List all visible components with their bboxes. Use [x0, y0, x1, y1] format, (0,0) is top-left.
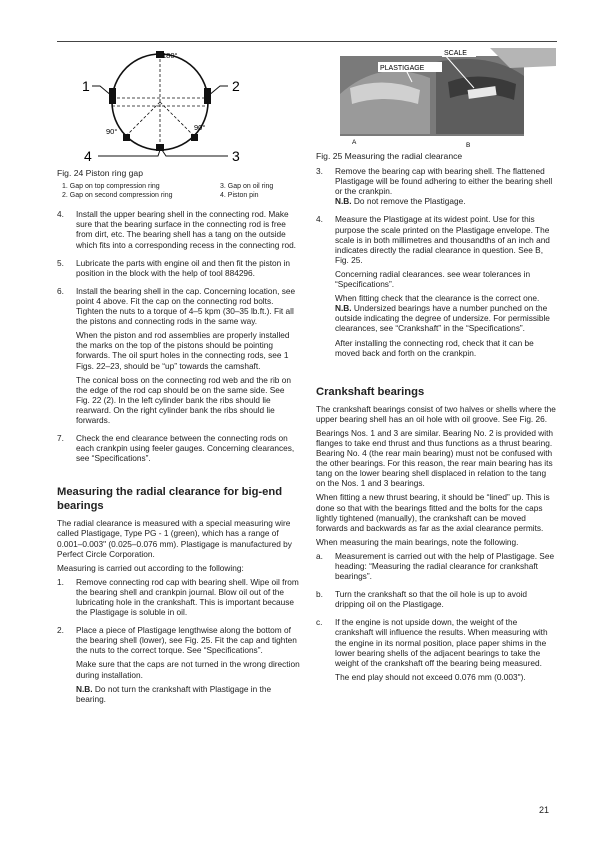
paragraph: The radial clearance is measured with a special measuring wire called Plastigage, Type PG - 1 (green), which has a range of 0.001–0.003" (0.025–0.076 mm). Plastigage is manufactured by Perfect Circle Corporation. [57, 518, 292, 559]
nb-label: N.B. [76, 683, 93, 694]
step-text: Make sure that the caps are not turned in the wrong direction during installation. [76, 659, 300, 680]
page-number: 21 [539, 805, 550, 815]
step-text: Install the bearing shell in the cap. Concerning location, see point 4 above. Fit the cap on the connecting rod bolts. Tighten the nuts to a torque of 4–5 kpm (30–35 lb.ft.). Fit all the pistons and connecting rods in the same way. [76, 285, 296, 327]
label-180-degrees: 180° [162, 51, 178, 60]
label-b: B [466, 142, 471, 148]
step-text: Check the end clearance between the connecting rods on each crankpin using feeler gauges. Concerning clearances, see “Specifications”. [76, 433, 295, 464]
legend-item: 4. Piston pin [220, 191, 259, 199]
label-90-degrees-right: 90° [194, 123, 206, 132]
measure-step-2 [57, 625, 300, 708]
step-text: Place a piece of Plastigage lengthwise along the bottom of the bearing shell (lower), see Fig. 25. Fit the cap and tighten the nuts to the correct torque. See “Specifications”. [76, 625, 297, 656]
paragraph: When measuring the main bearings, note the following. [316, 536, 519, 547]
step-7 [57, 433, 300, 467]
fig24-legend [57, 183, 300, 200]
legend-item: 1. Gap on top compression ring [62, 183, 160, 191]
section-heading-radial-clearance: Measuring the radial clearance for big-end bearings [57, 486, 283, 513]
step-4-right [316, 214, 556, 361]
plastigage-label: PLASTIGAGE [380, 65, 425, 72]
step-text: Concerning radial clearances. see wear tolerances in “Specifications”. [335, 268, 531, 290]
step-text: The conical boss on the connecting rod web and the rib on the edge of the rod cap should be on the same side. See Fig. 22 (2). In the left cylinder bank the ribs should lie rearward. On the right cylinder bank the ribs should lie forwards. [76, 374, 291, 425]
paragraph: When fitting a new thrust bearing, it should be “lined” up. This is done so that with the bearings fitted and the bolts for the caps lightly tightened (manually), the crankshaft can be moved forwards and backwards as far as the axial clearance permits. [316, 492, 550, 533]
step-number: 6. [57, 285, 64, 296]
list-text: Turn the crankshaft so that the oil hole is up to avoid dripping oil on the Plastigage. [335, 589, 528, 610]
piston-ring-gap-diagram [78, 48, 268, 166]
step-number: 4. [57, 209, 64, 220]
scale-label: SCALE [444, 50, 467, 57]
list-letter: a. [316, 550, 323, 561]
list-text: If the engine is not upside down, the weight of the crankshaft will influence the results. When measuring with the engine in its normal position, place paper shims in the lower bearing shells of the adjacent bearings to take the weight of the crankshaft off the bearing being measured. [335, 617, 548, 668]
step-number: 4. [316, 214, 323, 225]
fig25-caption: Fig. 25 Measuring the radial clearance [316, 151, 463, 161]
label-a: A [352, 139, 357, 146]
callout-4: 4 [84, 148, 92, 164]
step-text: After installing the connecting rod, check that it can be moved back and forth on the crankpin. [335, 337, 534, 358]
fig24-caption: Fig. 24 Piston ring gap [57, 168, 143, 178]
step3-text: Remove the bearing cap with bearing shell. The flattened Plastigage will be found adhering to either the bearing shell or the crankpin. [335, 166, 553, 197]
note [76, 684, 300, 704]
step-text: Remove connecting rod cap with bearing shell. Wipe oil from the bearing shell and crankpin journal. Blow oil out of the lubricating hole in the crankshaft. This is important because the Plastigage is soluble in oil. [76, 576, 299, 618]
step-number: 3. [316, 166, 323, 177]
right-column [316, 151, 556, 690]
step-6 [57, 286, 300, 429]
step-5 [57, 258, 300, 282]
left-column [57, 168, 300, 712]
paragraph: The crankshaft bearings consist of two halves or shells where the upper bearing shell has an oil hole with oil groove. See Fig. 26. [316, 403, 556, 424]
section-heading-crankshaft-bearings: Crankshaft bearings [316, 385, 425, 398]
list-letter: b. [316, 589, 323, 600]
nb-label: N.B. [335, 196, 352, 207]
list-text: Measurement is carried out with the help of Plastigage. See heading: “Measuring the radial clearance for crankshaft bearings”. [335, 550, 555, 582]
step-number: 2. [57, 625, 64, 636]
step-3 [316, 166, 556, 210]
callout-1: 1 [82, 78, 90, 94]
step-4 [57, 209, 300, 253]
measure-step-1 [57, 577, 300, 621]
legend-item: 3. Gap on oil ring [220, 183, 274, 191]
step-text [335, 293, 556, 333]
nb-text: Do not turn the crankshaft with Plastigage in the bearing. [76, 683, 272, 704]
nb-label: N.B. [335, 303, 352, 314]
label-90-degrees-left: 90° [106, 127, 118, 136]
radial-clearance-photo [340, 48, 556, 148]
legend-item: 2. Gap on second compression ring [62, 191, 173, 199]
callout-3: 3 [232, 148, 240, 164]
step4-p3: When fitting check that the clearance is the correct one. [335, 293, 540, 304]
nb-text: Do not remove the Plastigage. [351, 196, 466, 207]
list-text: The end play should not exceed 0.076 mm (0.003"). [335, 671, 526, 682]
step-text: Install the upper bearing shell in the connecting rod. Make sure that the bearing surface in the connecting rod is free from dirt, etc. The bearing shell has a tang on the outside which fits into a corresponding recess in the connecting rod. [76, 209, 296, 250]
list-item-b [316, 589, 556, 613]
step-text [335, 166, 556, 206]
callout-2: 2 [232, 78, 240, 94]
header-rule [57, 41, 557, 42]
list-item-a [316, 551, 556, 585]
paragraph: Bearings Nos. 1 and 3 are similar. Bearing No. 2 is provided with flanges to take end thrust and thus functions as a thrust bearing. Bearing No. 4 (the rear main bearing) must not be confused with the other bearings. For this reason, the rear main bearing has its tang on the lower bearing shell displaced in relation to the tang on the Nos. 1 and 3 bearings. [316, 427, 554, 489]
list-item-c [316, 617, 556, 686]
step-text: When the piston and rod assemblies are properly installed the marks on the top of the pistons should be pointing forwards. The oil spurt holes in the connecting rods, see 1 Figs. 22–23, should be “up” towards the camshaft. [76, 330, 290, 371]
step-text: Measure the Plastigage at its widest point. Use for this purpose the scale printed on the Plastigage envelope. The scale is in both millimetres and thousandths of an inch and indicates directly the radial clearance in question. See B, Fig. 25. [335, 214, 550, 265]
list-letter: c. [316, 617, 323, 628]
step-number: 7. [57, 433, 64, 444]
step-text: Lubricate the parts with engine oil and then fit the piston in position in the block with the help of tool 884296. [76, 257, 291, 278]
step-number: 1. [57, 576, 64, 587]
paragraph: Measuring is carried out according to the following: [57, 562, 244, 573]
nb-text: Undersized bearings have a number punched on the outside indicating the degree of undersize. For permissible clearances, see “Crankshaft” in the “Specifications”. [335, 303, 550, 334]
step-number: 5. [57, 257, 64, 268]
